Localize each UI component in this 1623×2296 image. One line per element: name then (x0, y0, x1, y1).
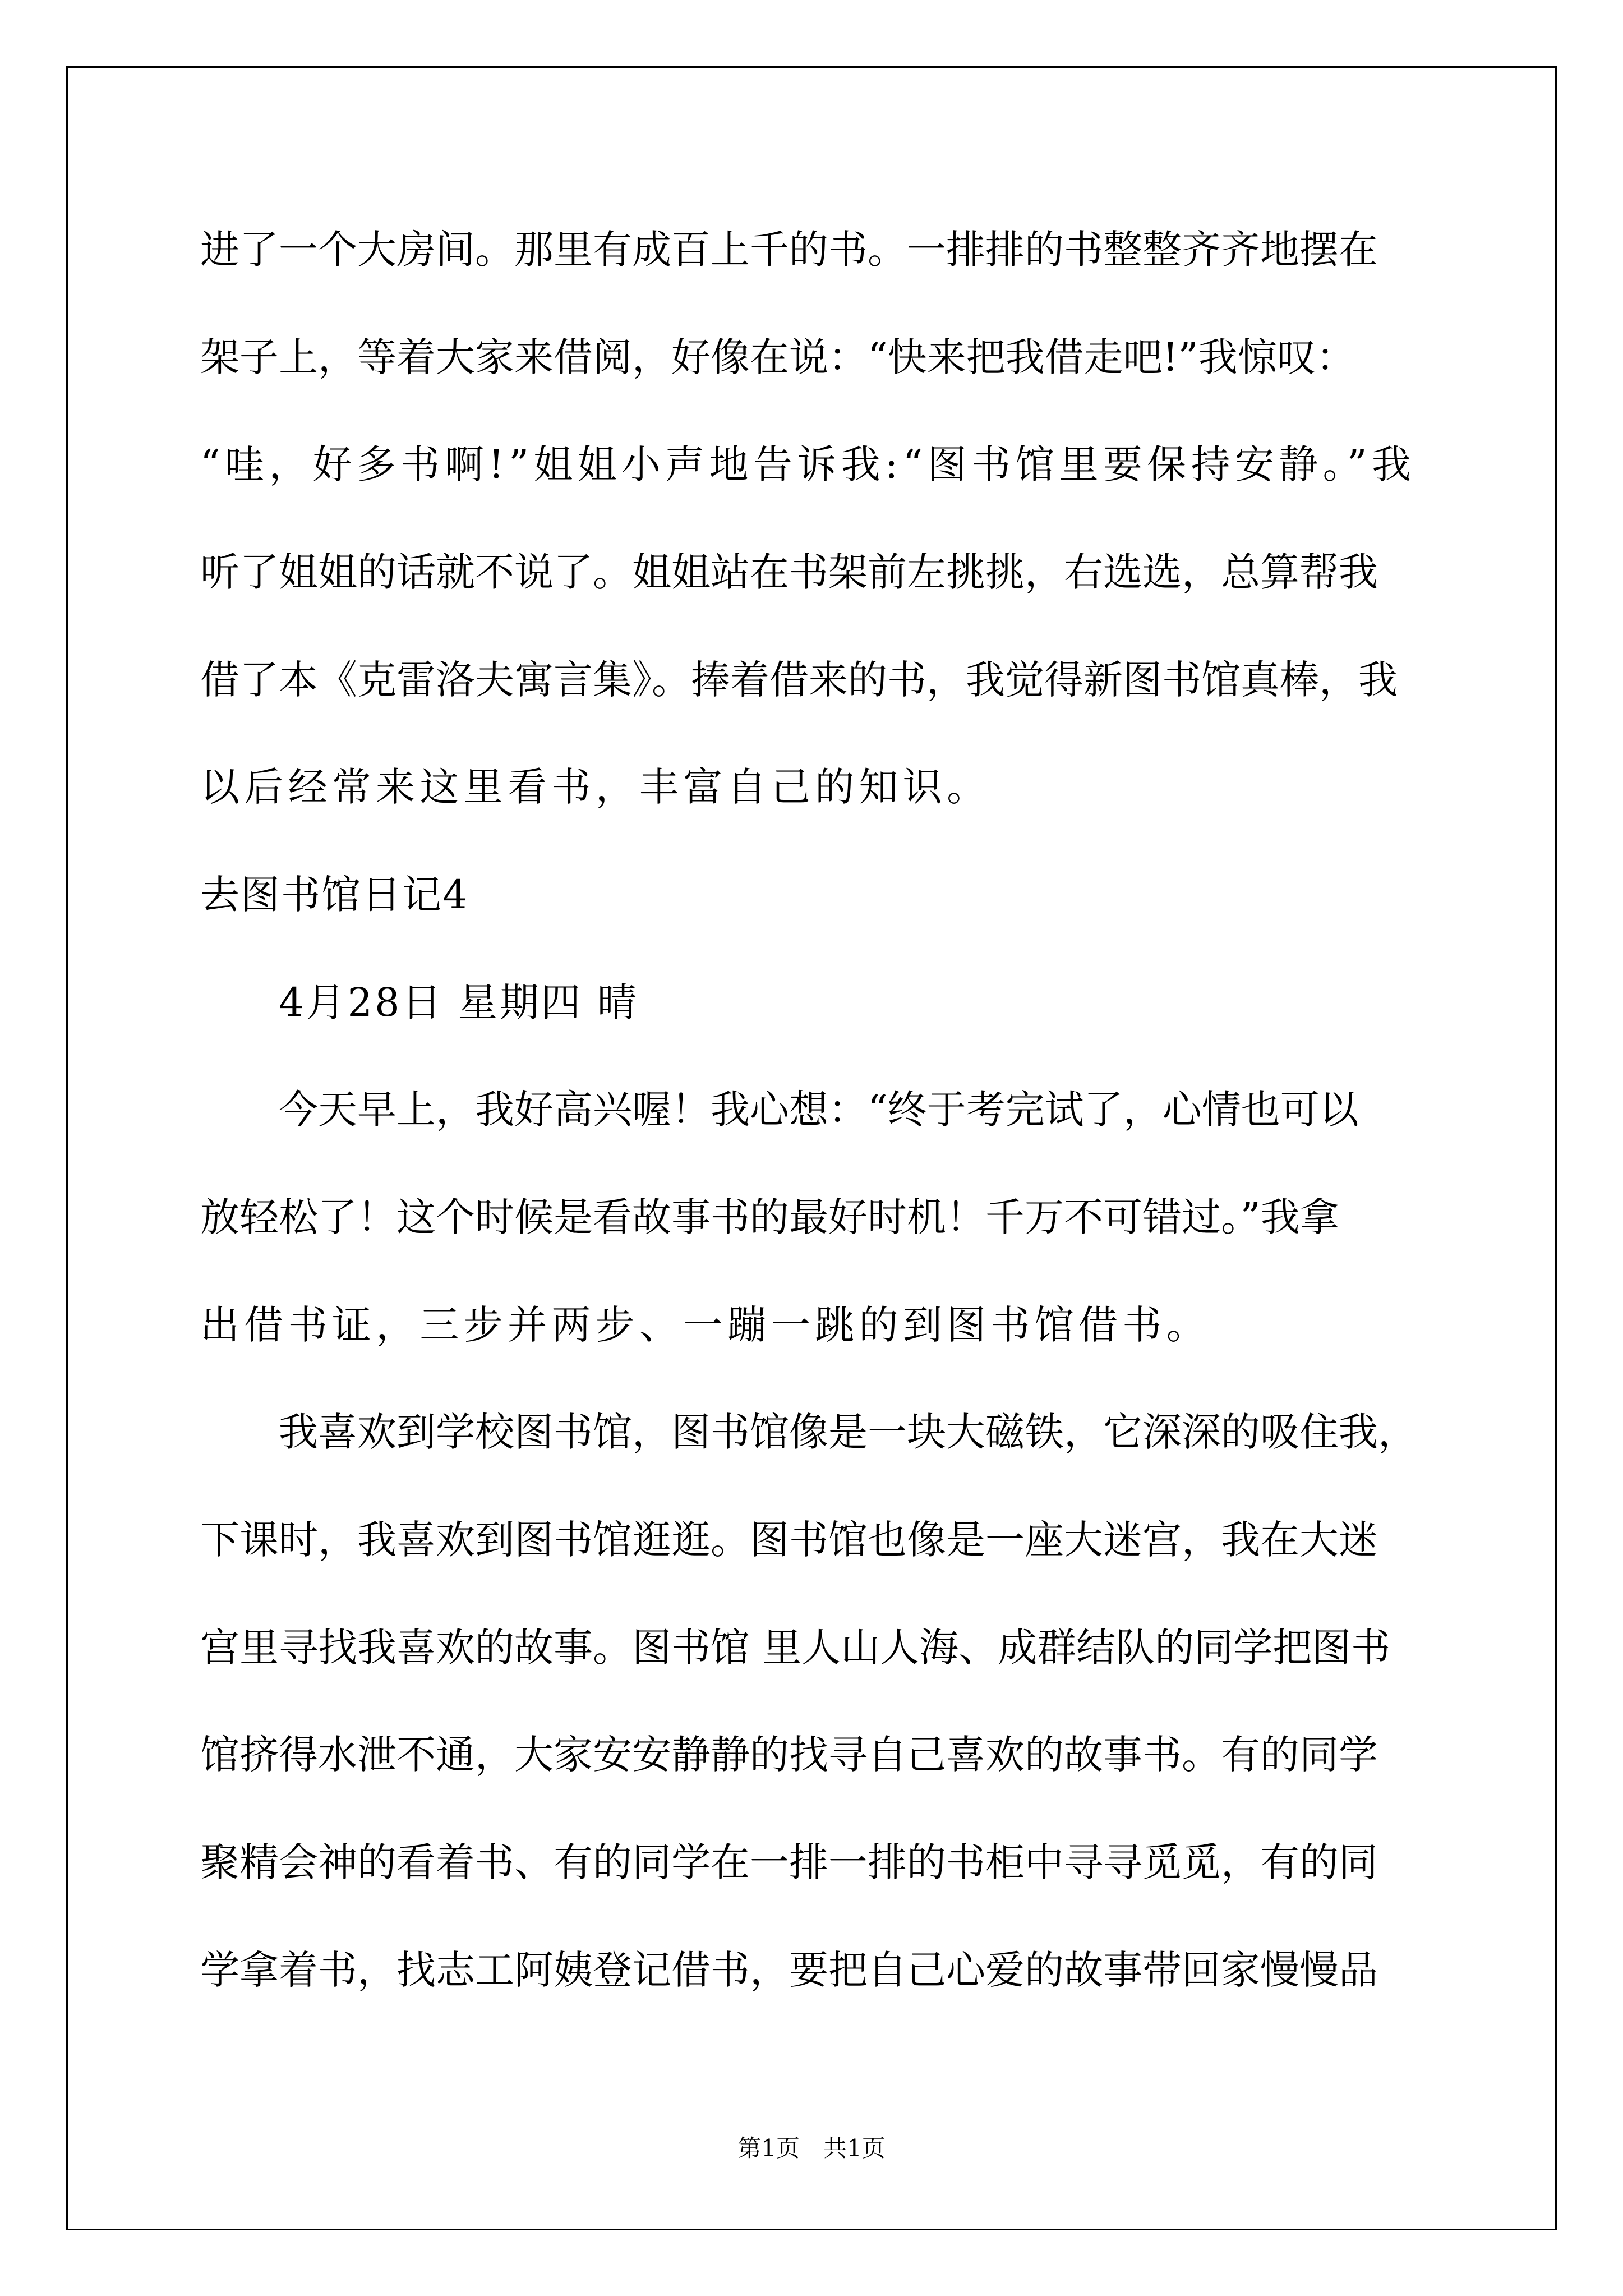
text-line: 出借书证，三步并两步、一蹦一跳的到图书馆借书。 (200, 1302, 1210, 1348)
page-border (66, 66, 1557, 2230)
text-line: 下课时，我喜欢到图书馆逛逛。图书馆也像是一座大迷宫，我在大迷 (200, 1517, 1378, 1563)
text-line: 馆挤得水泄不通，大家安安静静的找寻自己喜欢的故事书。有的同学 (200, 1732, 1378, 1778)
text-line: 学拿着书，找志工阿姨登记借书，要把自己心爱的故事带回家慢慢品 (200, 1947, 1378, 1993)
text-line: 架子上，等着大家来借阅，好像在说：“快来把我借走吧!”我惊叹： (200, 334, 1355, 380)
text-line: 听了姐姐的话就不说了。姐姐站在书架前左挑挑，右选选，总算帮我 (200, 549, 1378, 595)
text-line: 借了本《克雷洛夫寓言集》。捧着借来的书，我觉得新图书馆真棒，我 (200, 657, 1398, 703)
diary-date: 4月28日 星期四 晴 (279, 979, 639, 1025)
section-heading: 去图书馆日记4 (200, 872, 469, 918)
page-number: 第1页 共1页 (737, 2134, 886, 2162)
text-line: 聚精会神的看着书、有的同学在一排一排的书柜中寻寻觅觅，有的同 (200, 1839, 1378, 1885)
text-line: 我喜欢到学校图书馆，图书馆像是一块大磁铁，它深深的吸住我， (279, 1409, 1417, 1455)
text-line: 今天早上，我好高兴喔！我心想：“终于考完试了，心情也可以 (279, 1087, 1359, 1133)
text-line: 以后经常来这里看书，丰富自己的知识。 (200, 764, 991, 810)
text-line: 宫里寻找我喜欢的故事。图书馆 里人山人海、成群结队的同学把图书 (200, 1625, 1391, 1671)
text-line: 放轻松了！这个时候是看故事书的最好时机！千万不可错过。”我拿 (200, 1194, 1339, 1240)
text-line: 进了一个大房间。那里有成百上千的书。一排排的书整整齐齐地摆在 (200, 227, 1378, 273)
text-line: “哇，好多书啊!”姐姐小声地告诉我:“图书馆里要保持安静。”我 (200, 441, 1416, 487)
